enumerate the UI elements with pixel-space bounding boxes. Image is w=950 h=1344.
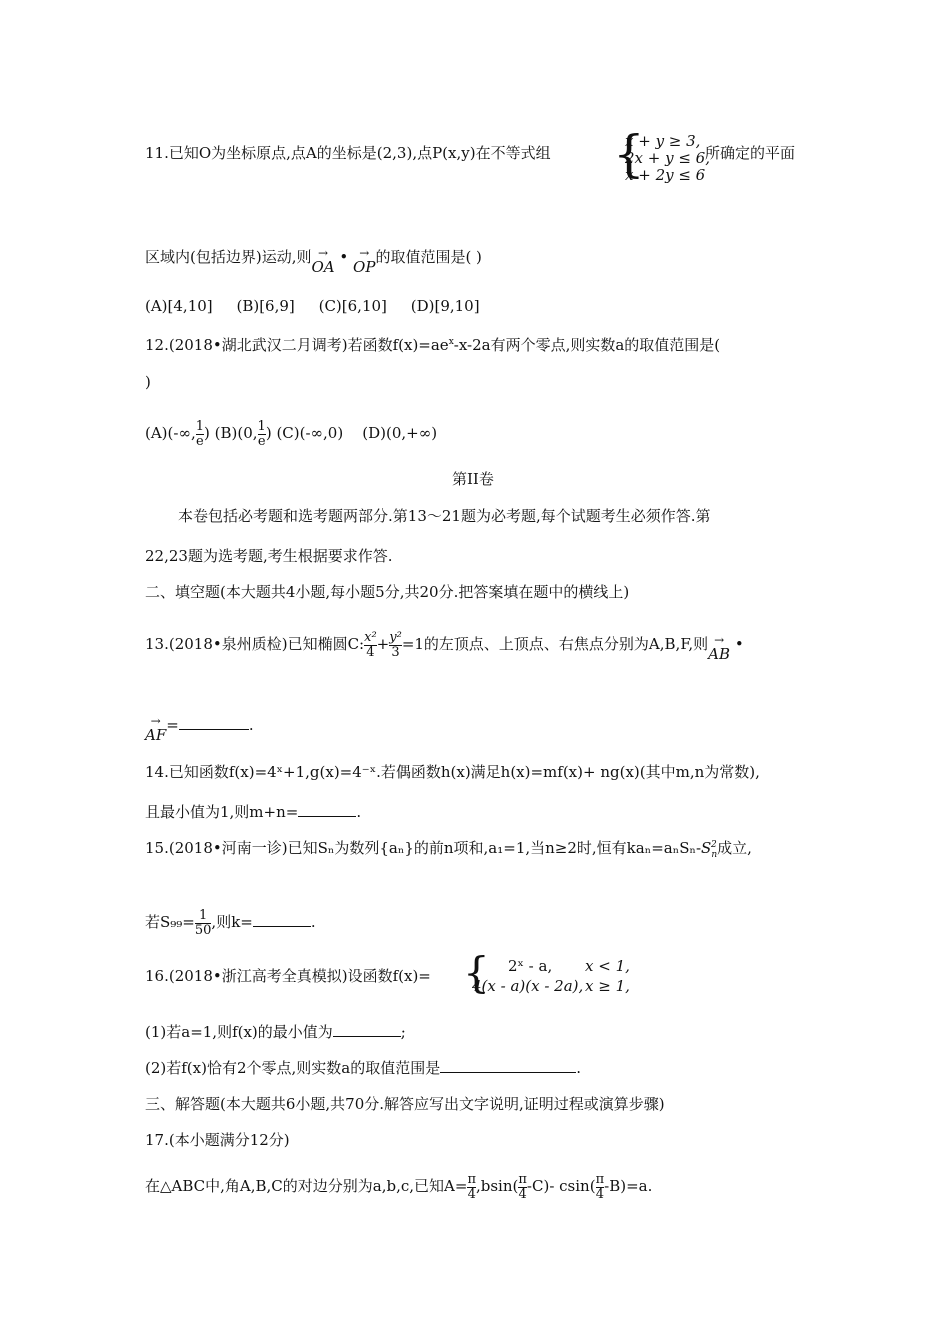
fraction-1-over-e: $\frac{1}{e}$: [195, 419, 205, 449]
q17-stem: 在△ABC中,角A,B,C的对边分别为a,b,c,已知A= $\frac{\pi}{4}$ ,bsin( $\frac{\pi}{4}$ -C)- csin( $\frac{\pi}{4}$ -B)=a.: [145, 1172, 653, 1202]
q15-line1: 15.(2018•河南一诊)已知Sₙ为数列{aₙ}的前n项和,a₁=1,当n≥2时,恒有$ka_n=a_nS_n-S_n$ 2 成立,: [145, 839, 752, 860]
case-2-expr: 4(x - a)(x - 2a),: [472, 977, 584, 995]
system-brace: {: [613, 125, 645, 183]
section-3-heading: 三、解答题(本大题共6小题,共70分.解答应写出文字说明,证明过程或演算步骤): [145, 1095, 665, 1113]
q14-line1: 14.已知函数f(x)=4ˣ+1,g(x)=4⁻ˣ.若偶函数h(x)满足h(x)=mf(x)+ ng(x)(其中m,n为常数),: [145, 763, 760, 781]
answer-blank-16-1[interactable]: [333, 1022, 401, 1037]
case-1-cond: x < 1,: [585, 957, 630, 975]
q15-line2: 若S₉₉= $\frac{1}{50}$ ,则k= .: [145, 908, 316, 938]
dot-product: •: [339, 248, 349, 266]
case-2-cond: x ≥ 1,: [585, 977, 630, 995]
q12-close: ): [145, 373, 151, 391]
q13-stem: 13.(2018•泉州质检)已知椭圆C: $\frac{\text{x²}}{4}$ + $\frac{\text{y²}}{3}$ =1的左顶点、上顶点、右焦点分别为A,B,F,则 → AB •: [145, 630, 744, 663]
fraction-pi-over-4: $\frac{\pi}{4}$: [467, 1172, 476, 1202]
part-title: 第II卷: [452, 470, 494, 488]
vector-ab: → AB: [708, 633, 731, 663]
fraction-pi-over-4: $\frac{\pi}{4}$: [518, 1172, 527, 1202]
q12-options: (A)(-∞, $\frac{1}{e}$ ) (B)(0, $\frac{1}{e}$ ) (C)(-∞,0) (D)(0,+∞): [145, 419, 438, 449]
q13-line2: → AF = .: [145, 714, 254, 744]
vector-af: → AF: [145, 714, 167, 744]
q11-stem: [145, 143, 551, 163]
q11-text: 11.已知O为坐标原点,点A的坐标是(2,3),点P(x,y)在不等式组: [145, 144, 551, 162]
case-1-expr: 2ˣ - a,: [508, 957, 553, 975]
q16-part2: (2)若f(x)恰有2个零点,则实数a的取值范围是 .: [145, 1059, 582, 1077]
q11-text-d: 的取值范围是( ): [375, 248, 482, 266]
vector-oa: → OA: [311, 246, 335, 276]
q11-text-c: 区域内(包括边界)运动,则: [145, 248, 312, 266]
piecewise-brace: {: [463, 948, 490, 997]
fraction-1-over-50: $\frac{1}{50}$: [194, 908, 212, 938]
q16-stem: 16.(2018•浙江高考全真模拟)设函数f(x)=: [145, 967, 431, 985]
fraction-x2-over-4: $\frac{\text{x²}}{4}$: [364, 630, 377, 660]
answer-blank-15[interactable]: [253, 912, 311, 927]
inequality-2: 2x + y ≤ 6,: [625, 149, 710, 167]
inequality-3: x + 2y ≤ 6: [625, 166, 706, 184]
q11-line2: [145, 238, 482, 276]
part-desc-1: 本卷包括必考题和选考题两部分.第13～21题为必考题,每个试题考生必须作答.第: [178, 507, 711, 525]
answer-blank-14[interactable]: [298, 802, 356, 817]
fraction-pi-over-4: $\frac{\pi}{4}$: [595, 1172, 605, 1202]
fraction-1-over-e: $\frac{1}{e}$: [257, 419, 266, 449]
answer-blank-16-2[interactable]: [440, 1058, 576, 1073]
q11-text-b: 所确定的平面: [705, 144, 796, 162]
q16-part1: (1)若a=1,则f(x)的最小值为 ;: [145, 1023, 406, 1041]
section-2-heading: 二、填空题(本大题共4小题,每小题5分,共20分.把答案填在题中的横线上): [145, 583, 630, 601]
fraction-y2-over-3: $\frac{\text{y²}}{3}$: [389, 630, 402, 660]
q17-title: 17.(本小题满分12分): [145, 1131, 290, 1149]
inequality-1: x + y ≥ 3,: [625, 132, 701, 150]
answer-blank-13[interactable]: [179, 715, 249, 730]
q11-options: (A)[4,10] (B)[6,9] (C)[6,10] (D)[9,10]: [145, 297, 480, 315]
q14-line2: 且最小值为1,则m+n= .: [145, 803, 362, 821]
vector-op: → OP: [353, 246, 376, 276]
q12-stem: 12.(2018•湖北武汉二月调考)若函数$f(x)=ae^x-x-2a$有两个零点,则实数a的取值范围是(: [145, 336, 721, 354]
part-desc-2: 22,23题为选考题,考生根据要求作答.: [145, 547, 393, 565]
